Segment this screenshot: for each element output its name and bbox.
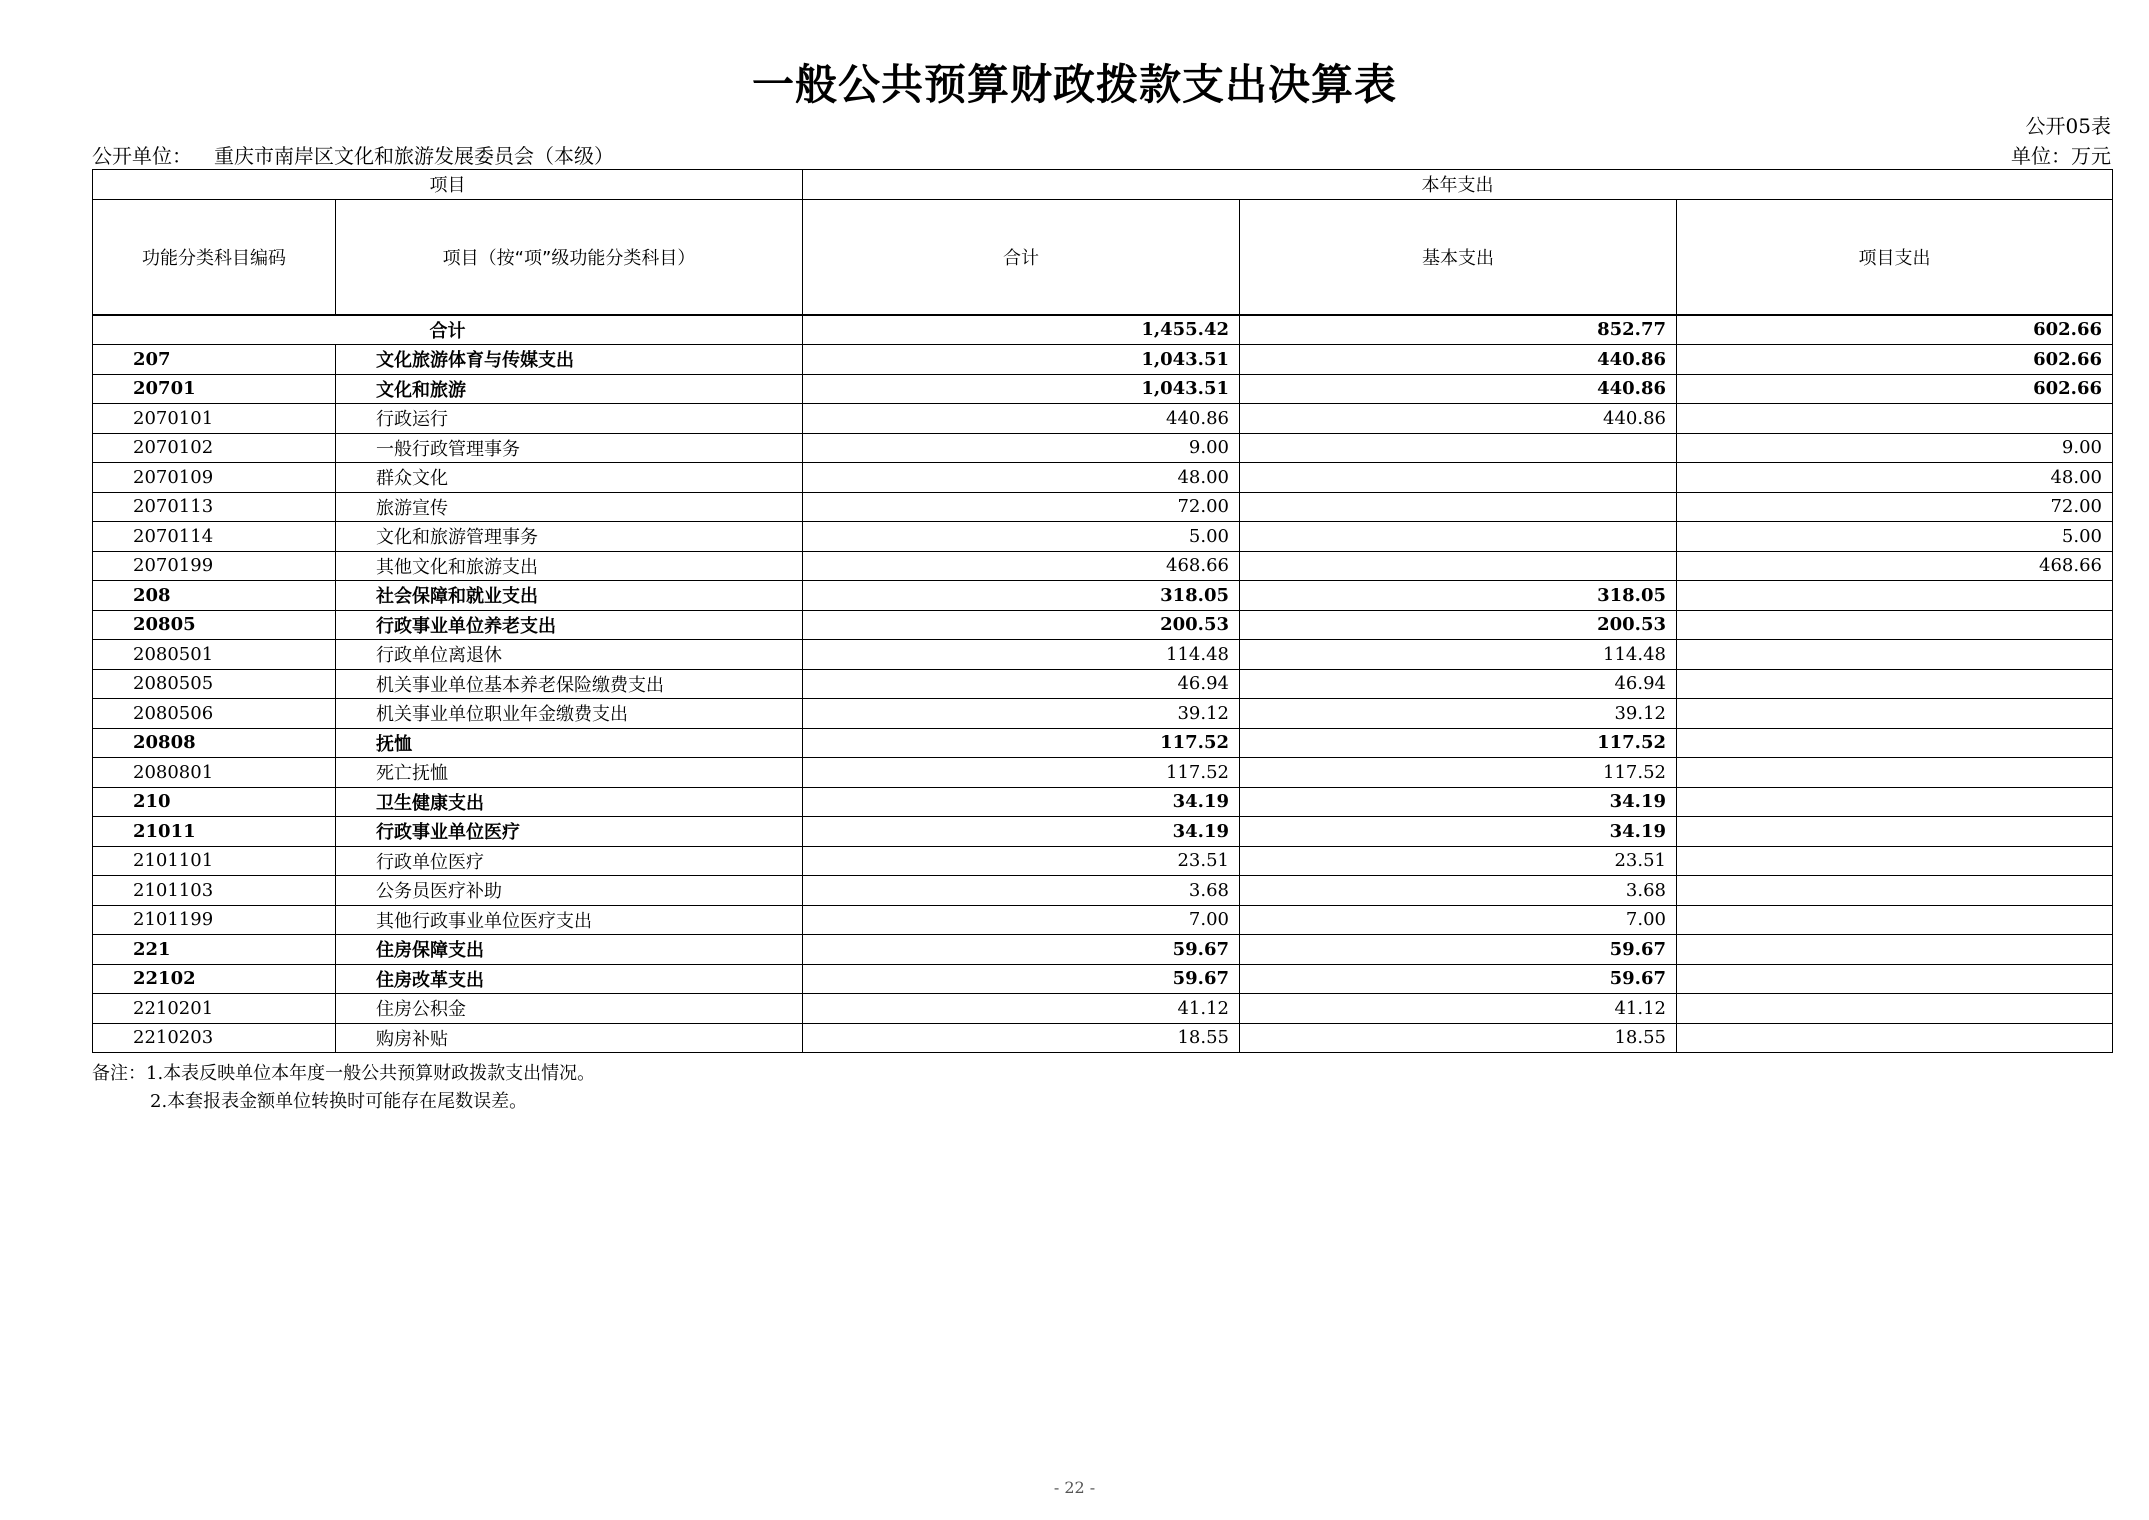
- cell-code: 2080505: [93, 669, 336, 699]
- cell-project: [1677, 699, 2113, 729]
- cell-code: 20805: [93, 610, 336, 640]
- cell-name: 群众文化: [336, 463, 803, 493]
- cell-project: 602.66: [1677, 374, 2113, 404]
- cell-project: [1677, 964, 2113, 994]
- meta-row: [92, 140, 2111, 168]
- cell-basic: 41.12: [1240, 994, 1677, 1024]
- cell-basic: [1240, 522, 1677, 552]
- cell-total: 34.19: [803, 817, 1240, 847]
- table-row: [93, 1023, 2113, 1053]
- cell-project: [1677, 787, 2113, 817]
- cell-name: 机关事业单位职业年金缴费支出: [336, 699, 803, 729]
- cell-total: 39.12: [803, 699, 1240, 729]
- table-row: [93, 522, 2113, 552]
- cell-code: 2210203: [93, 1023, 336, 1053]
- cell-total: 114.48: [803, 640, 1240, 670]
- cell-name: 一般行政管理事务: [336, 433, 803, 463]
- cell-code: 2070101: [93, 404, 336, 434]
- header-row-1: [93, 170, 2113, 200]
- cell-total: 440.86: [803, 404, 1240, 434]
- cell-total: 23.51: [803, 846, 1240, 876]
- table-row: [93, 876, 2113, 906]
- table-row: [93, 817, 2113, 847]
- cell-project: 5.00: [1677, 522, 2113, 552]
- cell-name: 行政单位离退休: [336, 640, 803, 670]
- cell-project: [1677, 876, 2113, 906]
- cell-code: 221: [93, 935, 336, 965]
- table-row: [93, 551, 2113, 581]
- cell-code: 208: [93, 581, 336, 611]
- cell-project: [1677, 610, 2113, 640]
- cell-name: 行政运行: [336, 404, 803, 434]
- cell-name: 社会保障和就业支出: [336, 581, 803, 611]
- cell-project: [1677, 581, 2113, 611]
- cell-project: [1677, 728, 2113, 758]
- cell-basic: [1240, 492, 1677, 522]
- cell-name: 死亡抚恤: [336, 758, 803, 788]
- page-title: 一般公共预算财政拨款支出决算表: [751, 60, 1397, 109]
- reporting-unit: [92, 140, 614, 169]
- cell-total: 59.67: [803, 964, 1240, 994]
- table-row: [93, 758, 2113, 788]
- header-total: 合计: [803, 199, 1240, 315]
- page-number: - 22 -: [1053, 1478, 1096, 1497]
- table-row: [93, 669, 2113, 699]
- cell-total: 46.94: [803, 669, 1240, 699]
- cell-code: 2080801: [93, 758, 336, 788]
- cell-code: 2101101: [93, 846, 336, 876]
- cell-basic: 59.67: [1240, 964, 1677, 994]
- header-project-exp: 项目支出: [1677, 199, 2113, 315]
- cell-project: 72.00: [1677, 492, 2113, 522]
- cell-name: 文化旅游体育与传媒支出: [336, 345, 803, 375]
- notes: [92, 1060, 595, 1116]
- table-row: [93, 905, 2113, 935]
- cell-project: [1677, 758, 2113, 788]
- cell-name: 旅游宣传: [336, 492, 803, 522]
- cell-basic: 34.19: [1240, 787, 1677, 817]
- table-row: [93, 581, 2113, 611]
- note-2: 2.本套报表金额单位转换时可能存在尾数误差。: [150, 1091, 528, 1112]
- cell-total: 18.55: [803, 1023, 1240, 1053]
- total-basic: 852.77: [1240, 315, 1677, 345]
- cell-total: 59.67: [803, 935, 1240, 965]
- cell-code: 2070199: [93, 551, 336, 581]
- cell-project: 48.00: [1677, 463, 2113, 493]
- header-item-name: 项目（按“项”级功能分类科目）: [336, 199, 803, 315]
- cell-project: [1677, 1023, 2113, 1053]
- cell-basic: 117.52: [1240, 758, 1677, 788]
- cell-name: 其他行政事业单位医疗支出: [336, 905, 803, 935]
- cell-name: 购房补贴: [336, 1023, 803, 1053]
- cell-basic: 440.86: [1240, 404, 1677, 434]
- cell-code: 2070114: [93, 522, 336, 552]
- cell-total: 5.00: [803, 522, 1240, 552]
- cell-basic: 117.52: [1240, 728, 1677, 758]
- header-row-2: [93, 199, 2113, 315]
- table-row: [93, 964, 2113, 994]
- table-row: [93, 463, 2113, 493]
- table-row: [93, 994, 2113, 1024]
- cell-code: 2101103: [93, 876, 336, 906]
- cell-total: 117.52: [803, 728, 1240, 758]
- cell-code: 2070102: [93, 433, 336, 463]
- cell-basic: 59.67: [1240, 935, 1677, 965]
- cell-name: 住房保障支出: [336, 935, 803, 965]
- total-project: 602.66: [1677, 315, 2113, 345]
- cell-project: [1677, 994, 2113, 1024]
- cell-total: 117.52: [803, 758, 1240, 788]
- cell-total: 34.19: [803, 787, 1240, 817]
- table-row: [93, 728, 2113, 758]
- cell-total: 41.12: [803, 994, 1240, 1024]
- cell-project: [1677, 905, 2113, 935]
- note-1: 备注：1.本表反映单位本年度一般公共预算财政拨款支出情况。: [92, 1063, 596, 1084]
- unit-name: 重庆市南岸区文化和旅游发展委员会（本级）: [214, 143, 614, 168]
- cell-code: 2080501: [93, 640, 336, 670]
- cell-project: 468.66: [1677, 551, 2113, 581]
- cell-total: 1,043.51: [803, 345, 1240, 375]
- table-row: [93, 787, 2113, 817]
- cell-total: 1,043.51: [803, 374, 1240, 404]
- cell-code: 210: [93, 787, 336, 817]
- currency-unit: 单位：万元: [2011, 143, 2111, 168]
- cell-project: [1677, 640, 2113, 670]
- cell-code: 2080506: [93, 699, 336, 729]
- cell-project: [1677, 935, 2113, 965]
- table-row: [93, 374, 2113, 404]
- table-row: [93, 640, 2113, 670]
- header-basic: 基本支出: [1240, 199, 1677, 315]
- cell-basic: 318.05: [1240, 581, 1677, 611]
- cell-basic: 200.53: [1240, 610, 1677, 640]
- cell-total: 318.05: [803, 581, 1240, 611]
- cell-project: 9.00: [1677, 433, 2113, 463]
- table-row: [93, 610, 2113, 640]
- total-sum: 1,455.42: [803, 315, 1240, 345]
- cell-basic: 114.48: [1240, 640, 1677, 670]
- cell-total: 7.00: [803, 905, 1240, 935]
- cell-basic: 440.86: [1240, 374, 1677, 404]
- header-project: 项目: [93, 170, 803, 200]
- cell-name: 机关事业单位基本养老保险缴费支出: [336, 669, 803, 699]
- cell-total: 468.66: [803, 551, 1240, 581]
- table-row: [93, 935, 2113, 965]
- cell-total: 3.68: [803, 876, 1240, 906]
- cell-name: 住房改革支出: [336, 964, 803, 994]
- cell-code: 2070109: [93, 463, 336, 493]
- table-row: [93, 846, 2113, 876]
- header-code: 功能分类科目编码: [93, 199, 336, 315]
- cell-basic: 46.94: [1240, 669, 1677, 699]
- expenditure-table: [92, 169, 2113, 1053]
- cell-code: 21011: [93, 817, 336, 847]
- cell-total: 72.00: [803, 492, 1240, 522]
- cell-code: 20808: [93, 728, 336, 758]
- cell-name: 文化和旅游: [336, 374, 803, 404]
- cell-code: 20701: [93, 374, 336, 404]
- cell-total: 9.00: [803, 433, 1240, 463]
- cell-basic: [1240, 433, 1677, 463]
- total-row: [93, 315, 2113, 345]
- table-row: [93, 404, 2113, 434]
- table-row: [93, 699, 2113, 729]
- cell-name: 文化和旅游管理事务: [336, 522, 803, 552]
- cell-name: 行政单位医疗: [336, 846, 803, 876]
- total-label: 合计: [93, 315, 803, 345]
- cell-total: 48.00: [803, 463, 1240, 493]
- form-code: 公开05表: [2025, 114, 2111, 138]
- cell-code: 22102: [93, 964, 336, 994]
- table-row: [93, 433, 2113, 463]
- cell-basic: 34.19: [1240, 817, 1677, 847]
- unit-label: 公开单位：: [92, 143, 192, 168]
- cell-name: 住房公积金: [336, 994, 803, 1024]
- cell-total: 200.53: [803, 610, 1240, 640]
- cell-name: 行政事业单位养老支出: [336, 610, 803, 640]
- cell-project: [1677, 846, 2113, 876]
- cell-code: 207: [93, 345, 336, 375]
- cell-name: 卫生健康支出: [336, 787, 803, 817]
- cell-project: [1677, 817, 2113, 847]
- cell-project: [1677, 669, 2113, 699]
- cell-basic: [1240, 551, 1677, 581]
- cell-name: 其他文化和旅游支出: [336, 551, 803, 581]
- cell-project: [1677, 404, 2113, 434]
- cell-basic: 39.12: [1240, 699, 1677, 729]
- cell-basic: [1240, 463, 1677, 493]
- cell-code: 2070113: [93, 492, 336, 522]
- cell-basic: 7.00: [1240, 905, 1677, 935]
- cell-basic: 23.51: [1240, 846, 1677, 876]
- cell-basic: 3.68: [1240, 876, 1677, 906]
- cell-code: 2210201: [93, 994, 336, 1024]
- cell-basic: 18.55: [1240, 1023, 1677, 1053]
- cell-name: 公务员医疗补助: [336, 876, 803, 906]
- header-current-year: 本年支出: [803, 170, 2113, 200]
- cell-basic: 440.86: [1240, 345, 1677, 375]
- table-row: [93, 492, 2113, 522]
- cell-code: 2101199: [93, 905, 336, 935]
- cell-project: 602.66: [1677, 345, 2113, 375]
- cell-name: 抚恤: [336, 728, 803, 758]
- table-row: [93, 345, 2113, 375]
- cell-name: 行政事业单位医疗: [336, 817, 803, 847]
